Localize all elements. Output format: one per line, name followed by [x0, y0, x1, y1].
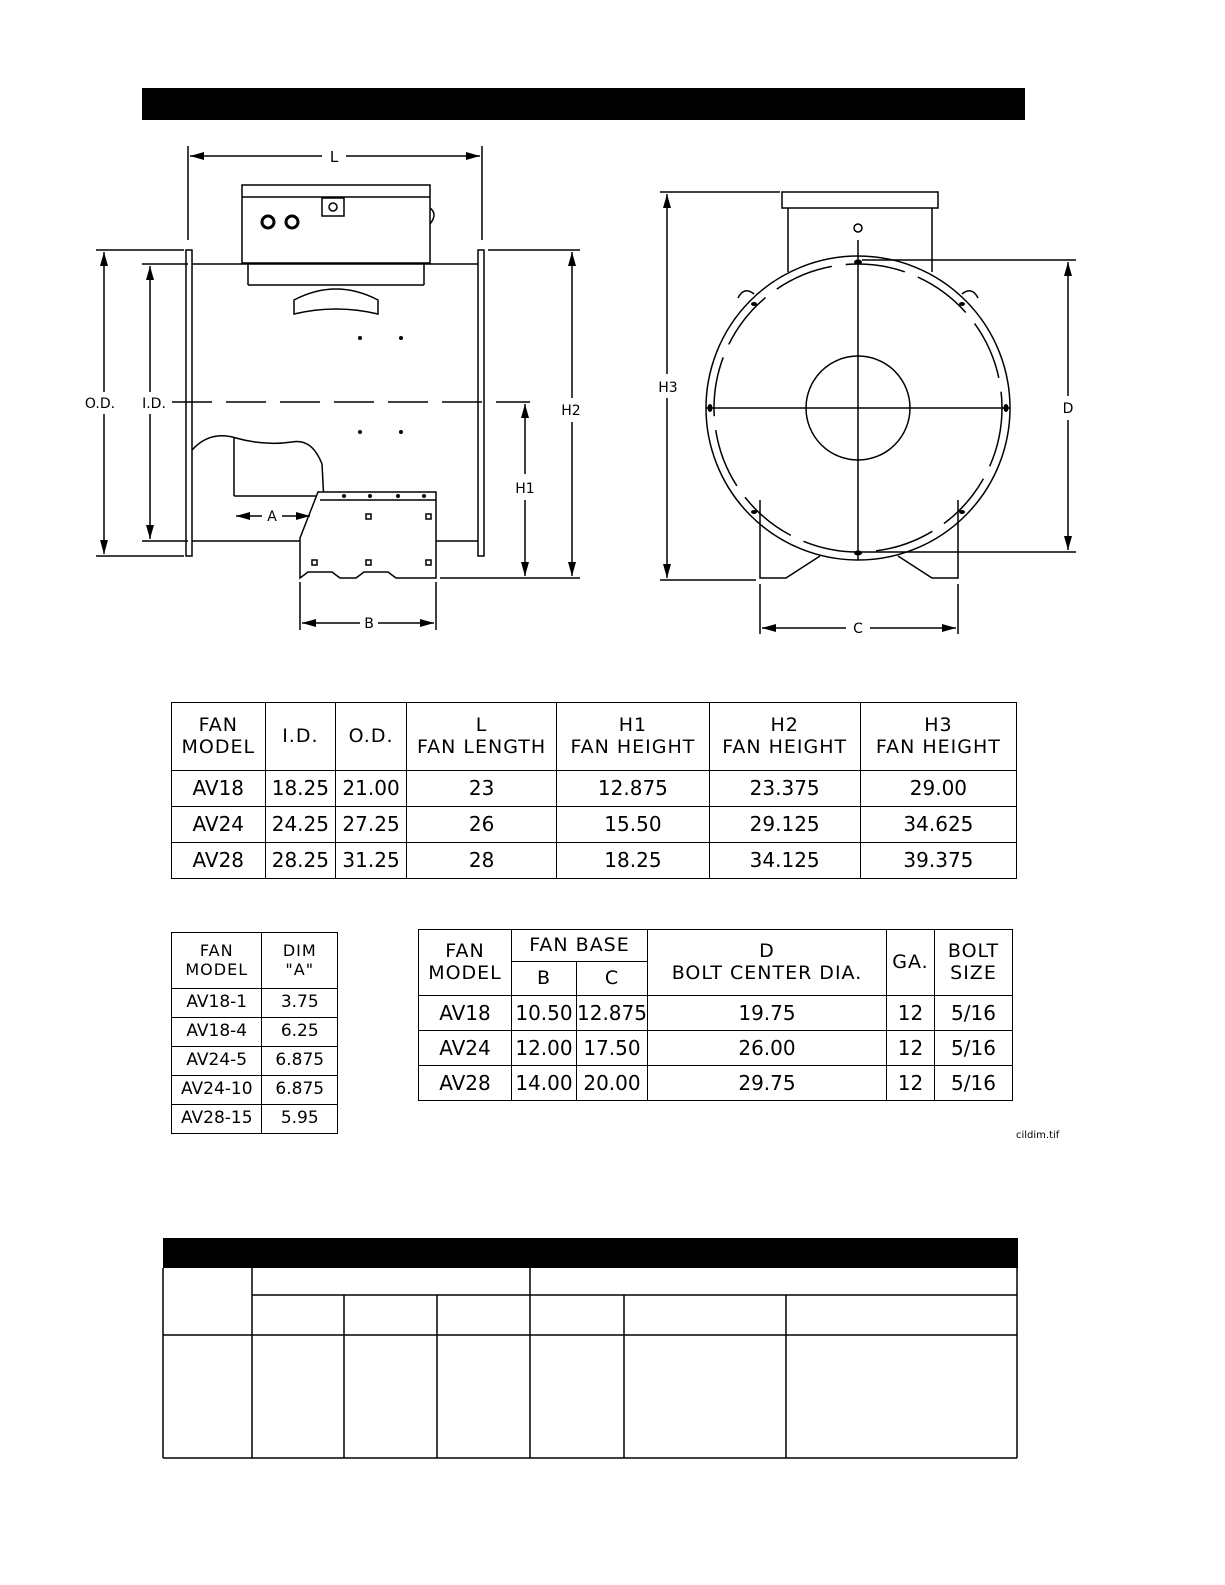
cell-gauge: 12 [886, 1066, 934, 1101]
header-base-c: C [577, 962, 648, 996]
header-h1: H1 FAN HEIGHT [557, 703, 709, 771]
dim-label-D: D [1062, 401, 1074, 417]
cell-h1: 18.25 [557, 843, 709, 879]
cell-model: AV18 [172, 771, 266, 807]
cell-dim-a: 3.75 [262, 989, 338, 1018]
cell-length: 23 [406, 771, 556, 807]
cell-bolt-size: 5/16 [934, 1031, 1012, 1066]
dim-label-A: A [267, 509, 277, 525]
cell-h1: 12.875 [557, 771, 709, 807]
header-fan-model: FAN MODEL [172, 933, 262, 989]
cell-dim-a: 6.875 [262, 1076, 338, 1105]
header-h2: H2 FAN HEIGHT [709, 703, 860, 771]
cell-h2: 23.375 [709, 771, 860, 807]
dim-label-H2: H2 [561, 403, 581, 419]
cell-h3: 29.00 [860, 771, 1016, 807]
header-fan-length: L FAN LENGTH [406, 703, 556, 771]
cell-h2: 34.125 [709, 843, 860, 879]
cell-od: 31.25 [336, 843, 407, 879]
header-fan-model: FAN MODEL [419, 930, 512, 996]
cell-base-c: 20.00 [577, 1066, 648, 1101]
cell-length: 26 [406, 807, 556, 843]
cell-base-b: 14.00 [512, 1066, 577, 1101]
cell-base-c: 17.50 [577, 1031, 648, 1066]
cell-id: 28.25 [265, 843, 336, 879]
dim-label-L: L [329, 148, 339, 166]
header-fan-model: FAN MODEL [172, 703, 266, 771]
cell-dim-a: 6.25 [262, 1018, 338, 1047]
dim-label-ID: I.D. [142, 396, 166, 412]
cell-base-b: 10.50 [512, 996, 577, 1031]
cell-dim-a: 6.875 [262, 1047, 338, 1076]
file-caption: cildim.tif [1016, 1130, 1060, 1141]
cell-dim-a: 5.95 [262, 1105, 338, 1134]
header-fan-base: FAN BASE [512, 930, 648, 962]
cell-model: AV24 [172, 807, 266, 843]
cell-bolt-size: 5/16 [934, 1066, 1012, 1101]
cell-base-b: 12.00 [512, 1031, 577, 1066]
dim-label-B: B [364, 616, 374, 632]
header-od: O.D. [336, 703, 407, 771]
dim-label-H1: H1 [515, 481, 535, 497]
cell-model: AV28-15 [172, 1105, 262, 1134]
cell-h1: 15.50 [557, 807, 709, 843]
header-id: I.D. [265, 703, 336, 771]
cell-gauge: 12 [886, 1031, 934, 1066]
cell-h3: 39.375 [860, 843, 1016, 879]
cell-h3: 34.625 [860, 807, 1016, 843]
cell-model: AV18-1 [172, 989, 262, 1018]
cell-od: 21.00 [336, 771, 407, 807]
cell-model: AV18-4 [172, 1018, 262, 1047]
cell-gauge: 12 [886, 996, 934, 1031]
cell-id: 18.25 [265, 771, 336, 807]
cell-bolt-center: 29.75 [647, 1066, 886, 1101]
cell-bolt-size: 5/16 [934, 996, 1012, 1031]
header-bolt-center-dia: D BOLT CENTER DIA. [647, 930, 886, 996]
header-gauge: GA. [886, 930, 934, 996]
cell-model: AV28 [419, 1066, 512, 1101]
cell-base-c: 12.875 [577, 996, 648, 1031]
cell-model: AV18 [419, 996, 512, 1031]
cell-model: AV28 [172, 843, 266, 879]
cell-id: 24.25 [265, 807, 336, 843]
cell-h2: 29.125 [709, 807, 860, 843]
cell-model: AV24-5 [172, 1047, 262, 1076]
cell-model: AV24 [419, 1031, 512, 1066]
cell-model: AV24-10 [172, 1076, 262, 1105]
dim-label-H3: H3 [658, 380, 678, 396]
cell-bolt-center: 19.75 [647, 996, 886, 1031]
header-h3: H3 FAN HEIGHT [860, 703, 1016, 771]
cell-bolt-center: 26.00 [647, 1031, 886, 1066]
dim-label-OD: O.D. [84, 396, 116, 412]
dim-label-C: C [853, 621, 863, 637]
header-dim-a: DIM "A" [262, 933, 338, 989]
cell-length: 28 [406, 843, 556, 879]
header-base-b: B [512, 962, 577, 996]
cell-od: 27.25 [336, 807, 407, 843]
header-bolt-size: BOLT SIZE [934, 930, 1012, 996]
